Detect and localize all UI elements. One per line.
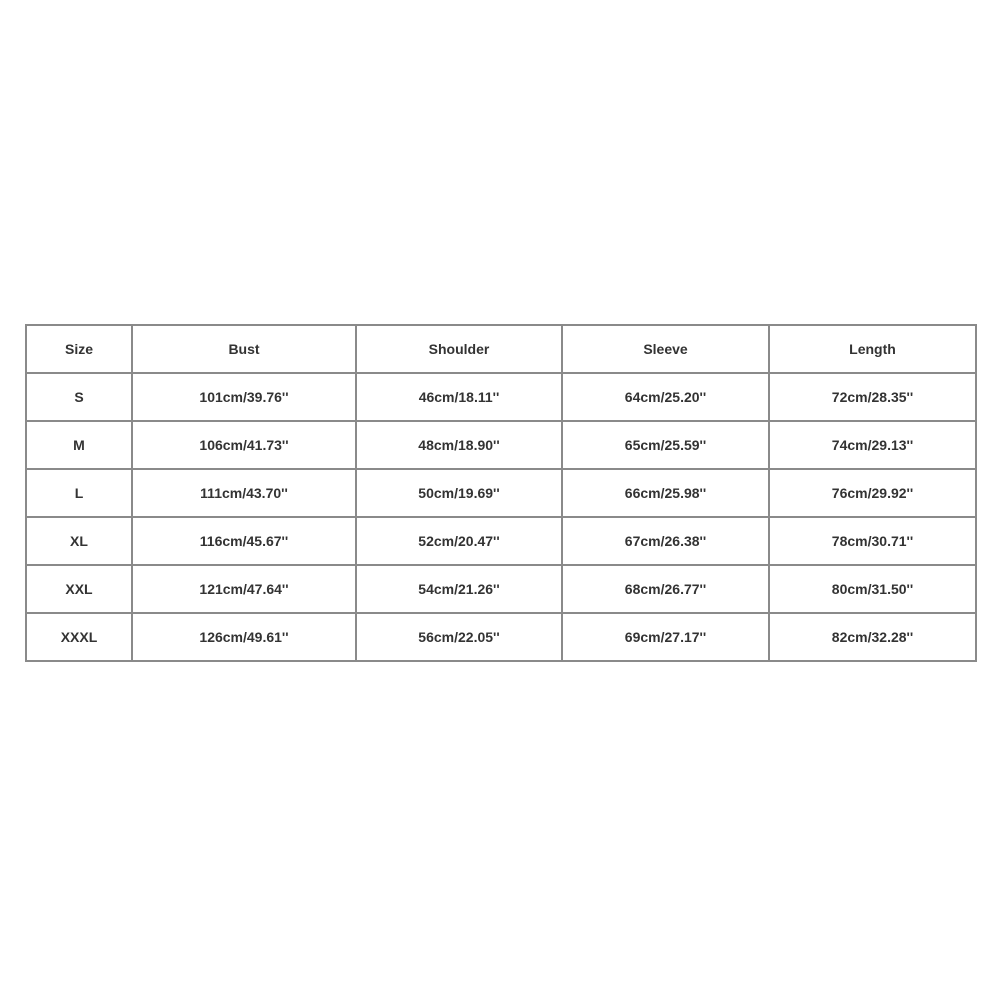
bust-cell: 116cm/45.67'': [132, 517, 356, 565]
shoulder-cell: 50cm/19.69'': [356, 469, 562, 517]
size-cell: XXXL: [26, 613, 132, 661]
header-sleeve: Sleeve: [562, 325, 769, 373]
length-cell: 82cm/32.28'': [769, 613, 976, 661]
sleeve-cell: 67cm/26.38'': [562, 517, 769, 565]
header-size: Size: [26, 325, 132, 373]
sleeve-cell: 66cm/25.98'': [562, 469, 769, 517]
shoulder-cell: 56cm/22.05'': [356, 613, 562, 661]
shoulder-cell: 48cm/18.90'': [356, 421, 562, 469]
sleeve-cell: 64cm/25.20'': [562, 373, 769, 421]
shoulder-cell: 52cm/20.47'': [356, 517, 562, 565]
table-row: [26, 421, 976, 469]
length-cell: 80cm/31.50'': [769, 565, 976, 613]
bust-cell: 101cm/39.76'': [132, 373, 356, 421]
size-chart-table: [25, 324, 977, 662]
size-cell: XL: [26, 517, 132, 565]
shoulder-cell: 54cm/21.26'': [356, 565, 562, 613]
header-bust: Bust: [132, 325, 356, 373]
size-cell: S: [26, 373, 132, 421]
sleeve-cell: 65cm/25.59'': [562, 421, 769, 469]
header-shoulder: Shoulder: [356, 325, 562, 373]
bust-cell: 106cm/41.73'': [132, 421, 356, 469]
length-cell: 74cm/29.13'': [769, 421, 976, 469]
length-cell: 78cm/30.71'': [769, 517, 976, 565]
sleeve-cell: 68cm/26.77'': [562, 565, 769, 613]
table-row: [26, 613, 976, 661]
header-length: Length: [769, 325, 976, 373]
table-row: [26, 373, 976, 421]
table-row: [26, 517, 976, 565]
bust-cell: 121cm/47.64'': [132, 565, 356, 613]
header-row: [26, 325, 976, 373]
length-cell: 72cm/28.35'': [769, 373, 976, 421]
table-row: [26, 469, 976, 517]
bust-cell: 111cm/43.70'': [132, 469, 356, 517]
shoulder-cell: 46cm/18.11'': [356, 373, 562, 421]
table-row: [26, 565, 976, 613]
bust-cell: 126cm/49.61'': [132, 613, 356, 661]
size-cell: L: [26, 469, 132, 517]
sleeve-cell: 69cm/27.17'': [562, 613, 769, 661]
size-cell: XXL: [26, 565, 132, 613]
size-cell: M: [26, 421, 132, 469]
length-cell: 76cm/29.92'': [769, 469, 976, 517]
